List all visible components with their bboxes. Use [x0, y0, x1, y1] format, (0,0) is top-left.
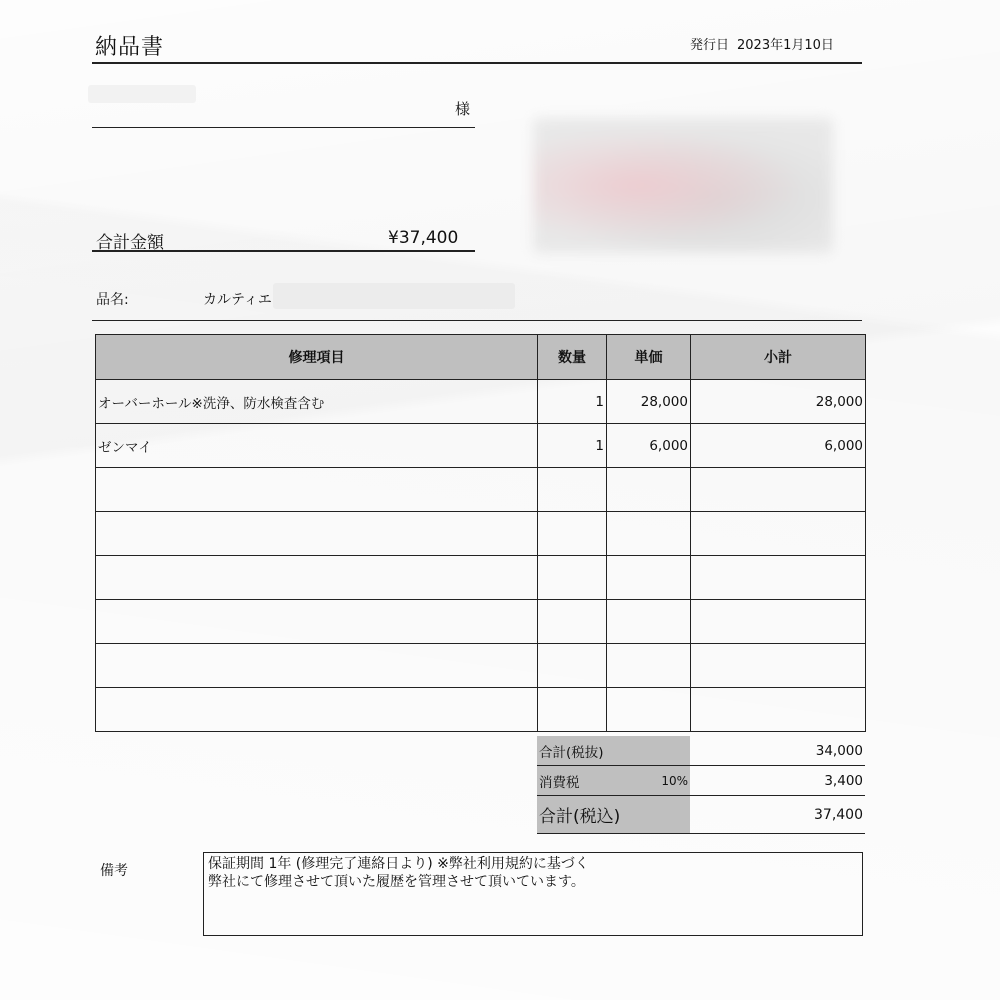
cell-price [607, 688, 691, 732]
header-rule [92, 62, 862, 64]
cell-price [607, 512, 691, 556]
issue-date [690, 34, 842, 53]
notes-box [203, 852, 863, 936]
cell-item [96, 468, 538, 512]
tax-label: 消費税 [539, 774, 580, 791]
header-unit-price: 単価 [607, 335, 691, 380]
grand-total-row [537, 796, 865, 834]
cell-price: 6,000 [607, 424, 691, 468]
grand-total-value: 37,400 [690, 796, 865, 834]
issue-date-label: 発行日 [690, 38, 730, 53]
recipient-rule [92, 127, 475, 128]
cell-price: 28,000 [607, 380, 691, 424]
cell-subtotal [691, 468, 866, 512]
header-quantity: 数量 [538, 335, 607, 380]
redacted-item-detail [273, 283, 515, 309]
cell-qty: 1 [538, 424, 607, 468]
notes-label: 備考 [100, 863, 128, 879]
cell-subtotal [691, 688, 866, 732]
cell-qty [538, 644, 607, 688]
cell-price [607, 600, 691, 644]
item-name-label: 品名: [96, 292, 129, 308]
subtotal-row [537, 736, 865, 766]
cell-item [96, 512, 538, 556]
cell-qty [538, 468, 607, 512]
cell-subtotal: 6,000 [691, 424, 866, 468]
cell-item [96, 688, 538, 732]
cell-subtotal [691, 556, 866, 600]
tax-value: 3,400 [690, 766, 865, 796]
table-row [96, 688, 866, 732]
cell-item [96, 556, 538, 600]
cell-item: オーバーホール※洗浄、防水検査含む [96, 380, 538, 424]
repair-items-table [95, 334, 866, 732]
cell-subtotal [691, 600, 866, 644]
cell-price [607, 468, 691, 512]
cell-qty [538, 556, 607, 600]
table-row [96, 380, 866, 424]
totals-table [537, 736, 865, 834]
cell-subtotal [691, 512, 866, 556]
cell-price [607, 644, 691, 688]
total-amount-label: 合計金額 [96, 233, 164, 253]
table-row [96, 600, 866, 644]
cell-price [607, 556, 691, 600]
item-rule [92, 320, 862, 321]
notes-line: 弊社にて修理させて頂いた履歴を管理させて頂いています。 [208, 874, 585, 890]
cell-subtotal: 28,000 [691, 380, 866, 424]
tax-row [537, 766, 865, 796]
document-title: 納品書 [95, 35, 165, 60]
cell-item: ゼンマイ [96, 424, 538, 468]
tax-label-cell [537, 766, 690, 796]
issue-date-value: 2023年1月10日 [737, 38, 834, 53]
redacted-issuer-block [533, 118, 833, 253]
item-name-value: カルティエ [203, 292, 272, 308]
table-header-row [96, 335, 866, 380]
table-row [96, 556, 866, 600]
grand-total-label: 合計(税込) [537, 796, 690, 834]
redacted-recipient-name [88, 85, 196, 103]
notes-line: 保証期間 1年 (修理完了連絡日より) ※弊社利用規約に基づく [208, 856, 589, 872]
header-subtotal: 小計 [691, 335, 866, 380]
tax-rate: 10% [661, 773, 688, 788]
table-row [96, 644, 866, 688]
cell-qty [538, 688, 607, 732]
table-row [96, 512, 866, 556]
total-amount-value: ¥37,400 [388, 228, 459, 248]
cell-item [96, 644, 538, 688]
cell-qty [538, 512, 607, 556]
header-repair-item: 修理項目 [96, 335, 538, 380]
cell-subtotal [691, 644, 866, 688]
total-rule [92, 250, 475, 252]
subtotal-label: 合計(税抜) [537, 736, 690, 766]
recipient-honorific: 様 [455, 100, 471, 118]
table-row [96, 468, 866, 512]
table-row [96, 424, 866, 468]
cell-qty [538, 600, 607, 644]
subtotal-value: 34,000 [690, 736, 865, 766]
cell-item [96, 600, 538, 644]
cell-qty: 1 [538, 380, 607, 424]
